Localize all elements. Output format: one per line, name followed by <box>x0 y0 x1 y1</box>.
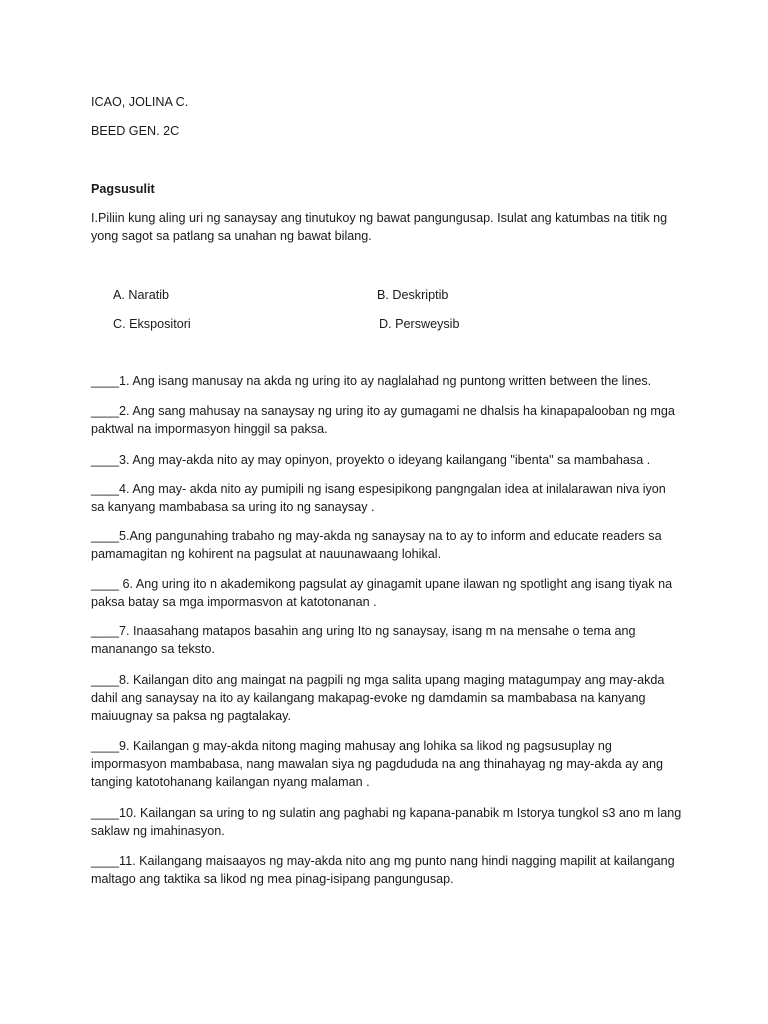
choice-b: B. Deskriptib <box>377 288 449 302</box>
question-item: ____ 6. Ang uring ito n akademikong pagsulat ay ginagamit upane ilawan ng spotlight ang isang tiyak na paksa batay sa mga impormasvon at katotonanan . <box>91 577 673 609</box>
question-item: ____3. Ang may-akda nito ay may opinyon, proyekto o ideyang kailangang "ibenta" sa mambahasa . <box>91 453 651 467</box>
question-item: ____4. Ang may- akda nito ay pumipili ng isang espesipikong pangngalan idea at inilalarawan niva iyon sa kanyang mambabasa sa uring ito ng sanaysay . <box>91 482 666 514</box>
question-item: ____1. Ang isang manusay na akda ng uring ito ay naglalahad ng puntong written between the lines. <box>91 374 652 388</box>
student-name: ICAO, JOLINA C. <box>91 95 189 109</box>
question-item: ____7. Inaasahang matapos basahin ang uring Ito ng sanaysay, isang m na mensahe o tema ang mananango sa teksto. <box>91 624 636 656</box>
question-item: ____5.Ang pangunahing trabaho ng may-akda ng sanaysay na to ay to inform and educate readers sa pamamagitan ng kohirent na pagsulat at nauunawaang lohikal. <box>91 529 662 561</box>
choice-a: A. Naratib <box>113 288 169 302</box>
instructions: I.Piliin kung aling uri ng sanaysay ang tinutukoy ng bawat pangungusap. Isulat ang katumbas na titik ng yong sagot sa patlang sa unahan ng bawat bilang. <box>91 211 668 243</box>
question-item: ____8. Kailangan dito ang maingat na pagpili ng mga salita upang maging matagumpay ang may-akda dahil ang sanaysay na ito ay kailangang makapag-evoke ng damdamin sa mambabasa na kanyang maiuugnay sa paksa ng pagtalakay. <box>91 673 665 723</box>
section-title: Pagsusulit <box>91 182 155 196</box>
question-item: ____10. Kailangan sa uring to ng sulatin ang paghabi ng kapana-panabik m Istorya tungkol s3 ano m lang saklaw ng imahinasyon. <box>91 806 682 838</box>
choice-d: D. Persweysib <box>379 317 460 331</box>
course-section: BEED GEN. 2C <box>91 124 180 138</box>
question-item: ____9. Kailangan g may-akda nitong maging mahusay ang lohika sa likod ng pagsusuplay ng impormasyon mambabasa, nang mawalan siya ng pagdududa na ang thinahayag ng may-akda ay ang tanging katotohanang kailangan nyang malaman . <box>91 739 663 789</box>
question-item: ____2. Ang sang mahusay na sanaysay ng uring ito ay gumagami ne dhalsis ha kinapapalooban ng mga paktwal na impormasyon hinggil sa paksa. <box>91 404 675 436</box>
question-item: ____11. Kailangang maisaayos ng may-akda nito ang mg punto nang hindi nagging mapilit at kailangang maltago ang taktika sa likod ng mea pinag-isipang pangungusap. <box>91 854 675 886</box>
choice-c: C. Ekspositori <box>113 317 191 331</box>
